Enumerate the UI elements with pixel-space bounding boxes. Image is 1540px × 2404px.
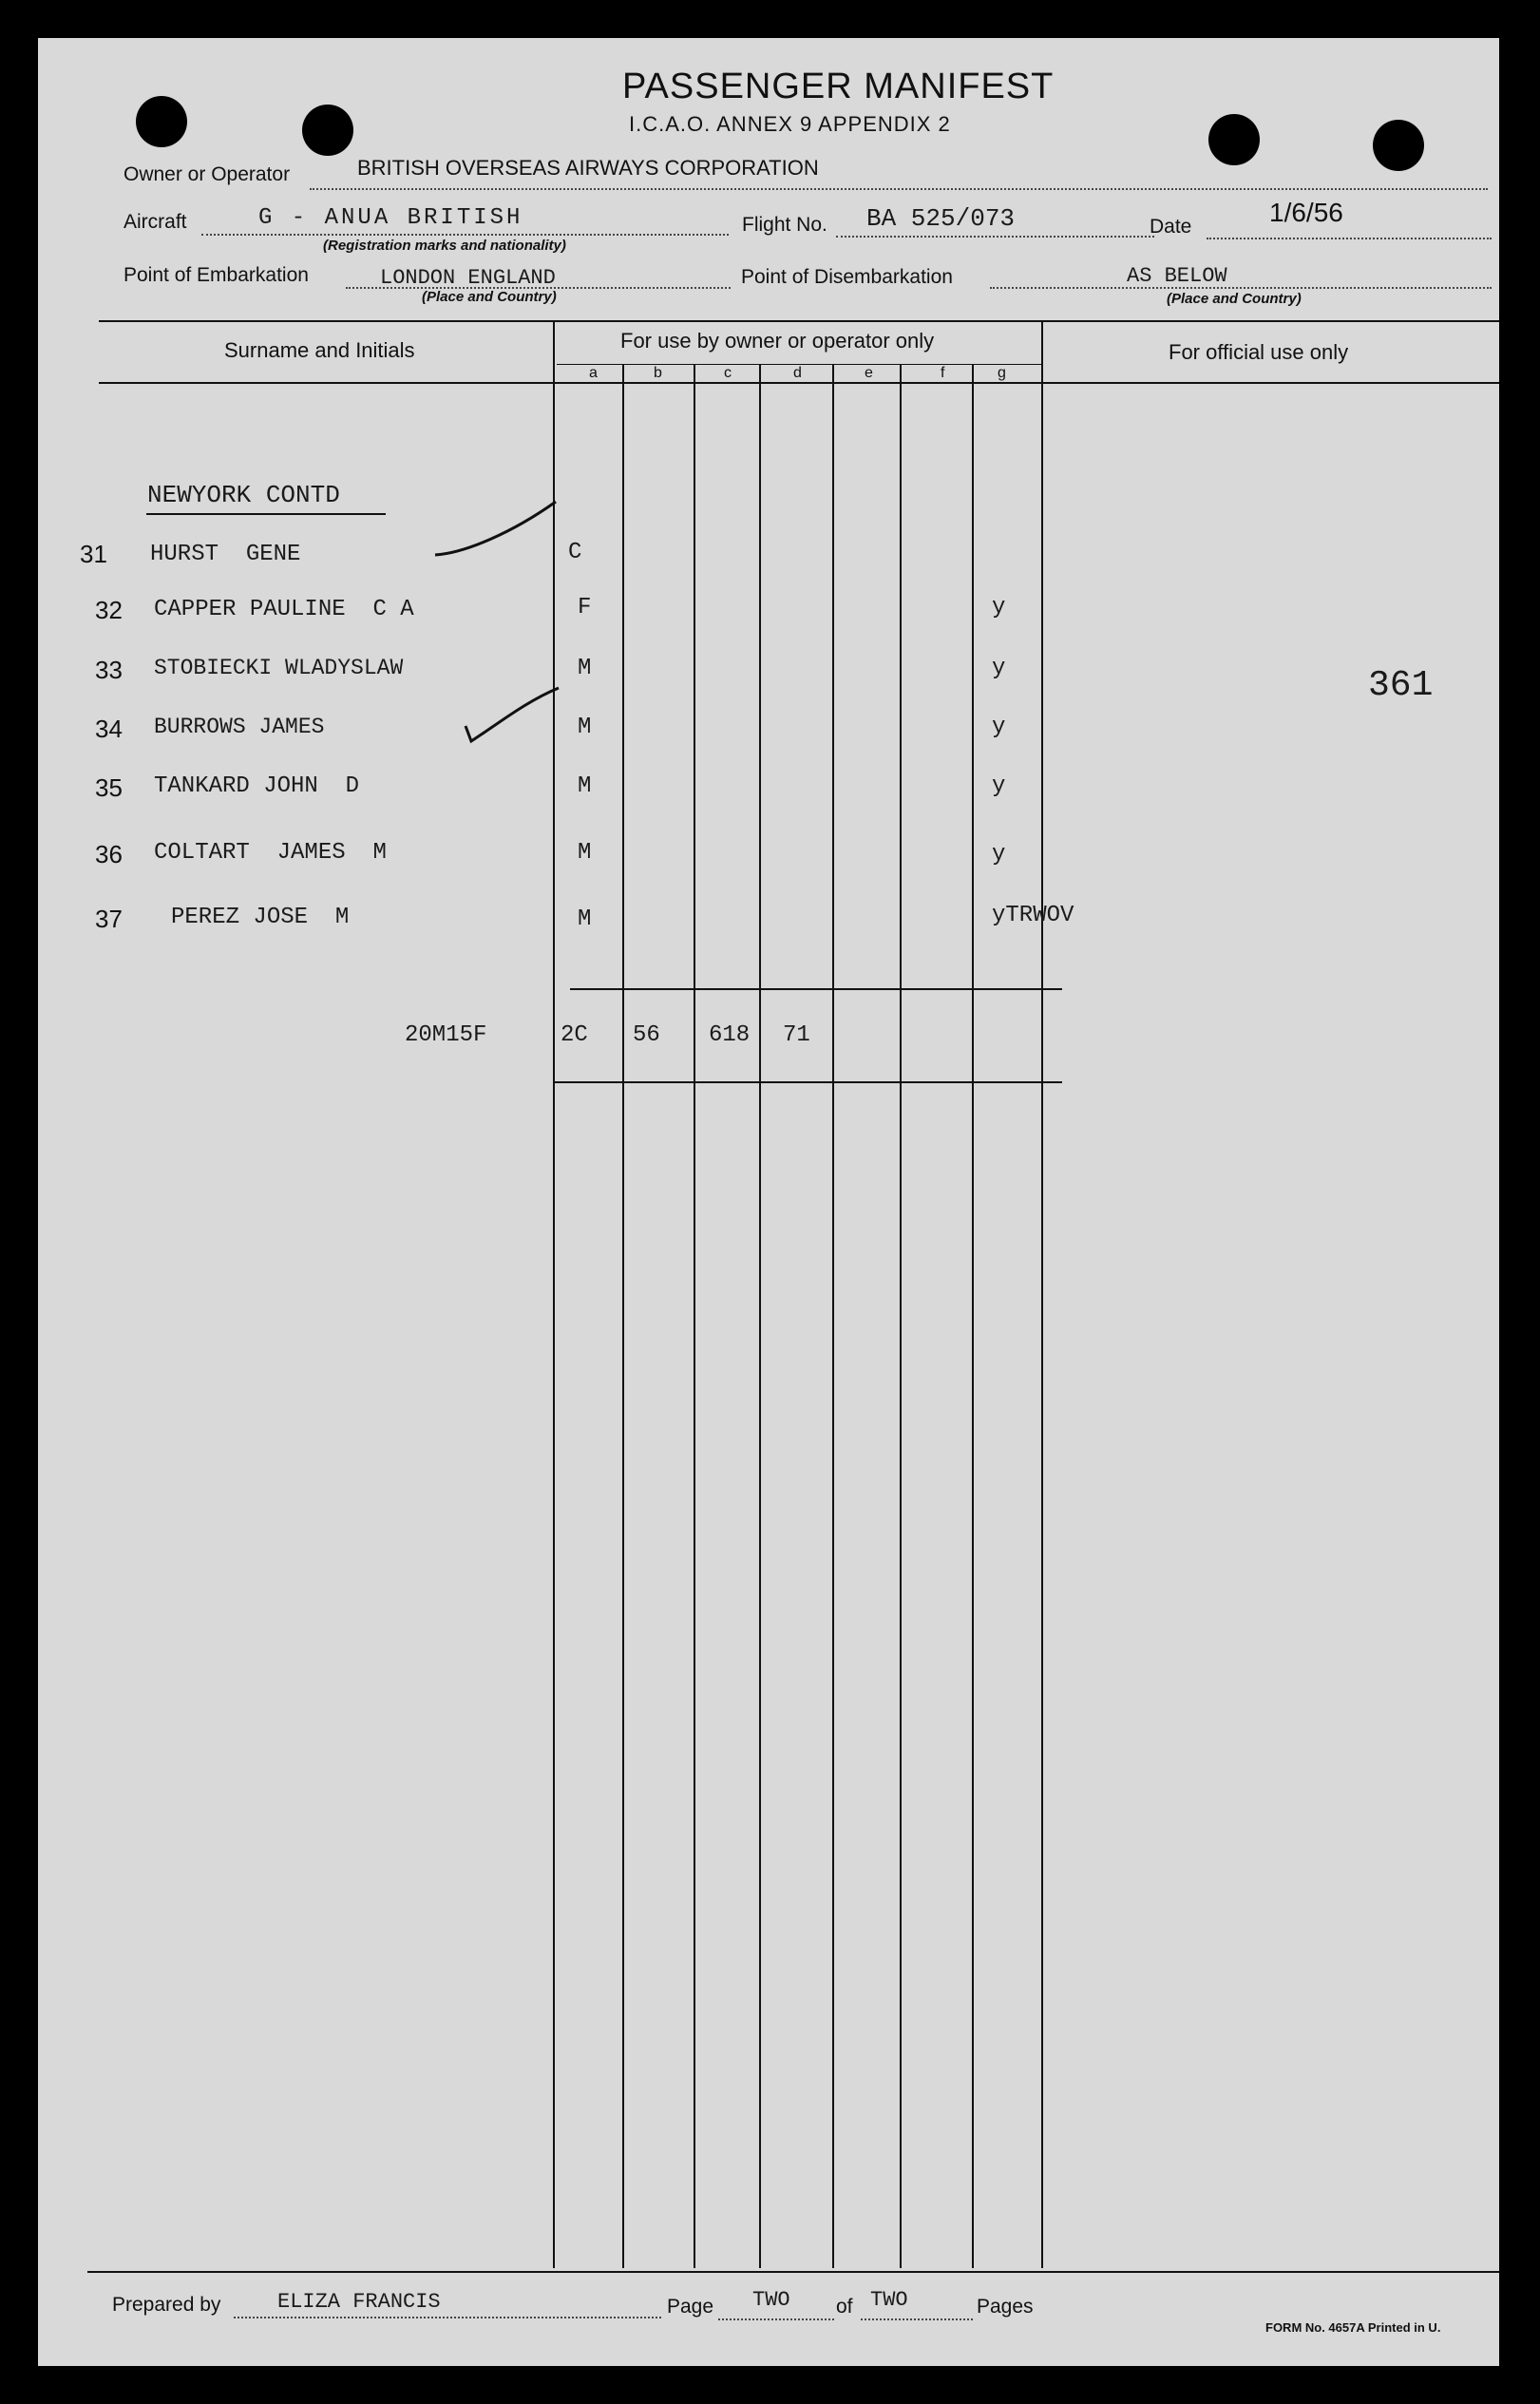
row-number: 32 xyxy=(95,596,123,624)
disembarkation-label: Point of Disembarkation xyxy=(741,266,953,288)
punch-hole xyxy=(136,96,187,147)
totals-top-rule xyxy=(570,988,1062,990)
passenger-code-a: M xyxy=(578,840,592,866)
column-header-surname: Surname and Initials xyxy=(224,338,415,362)
page-dotted-line xyxy=(718,2318,834,2320)
punch-hole xyxy=(1373,120,1424,171)
column-divider xyxy=(694,364,695,2268)
totals-bottom-rule xyxy=(553,1081,1062,1083)
table-top-rule xyxy=(99,320,1499,322)
row-number: 36 xyxy=(95,840,123,868)
column-divider xyxy=(1041,320,1043,2268)
row-number: 37 xyxy=(95,905,123,933)
passenger-name: CAPPER PAULINE C A xyxy=(154,597,414,622)
aircraft-note: (Registration marks and nationality) xyxy=(323,238,566,254)
owner-value: BRITISH OVERSEAS AIRWAYS CORPORATION xyxy=(357,156,819,180)
row-number: 31 xyxy=(80,540,107,568)
column-divider xyxy=(972,364,974,2268)
column-divider xyxy=(759,364,761,2268)
flight-label: Flight No. xyxy=(742,214,827,236)
passenger-code-a: M xyxy=(578,656,592,681)
punch-hole xyxy=(1208,114,1260,165)
aircraft-label: Aircraft xyxy=(124,211,187,233)
flight-value: BA 525/073 xyxy=(866,204,1016,233)
date-value: 1/6/56 xyxy=(1269,198,1343,227)
passenger-name: STOBIECKI WLADYSLAW xyxy=(154,656,404,680)
official-number: 361 xyxy=(1368,665,1434,706)
column-divider xyxy=(553,320,555,2268)
disembarkation-value: AS BELOW xyxy=(1127,264,1227,288)
subcolumn-b: b xyxy=(654,365,662,381)
passenger-name: COLTART JAMES M xyxy=(154,840,387,866)
aircraft-dotted-line xyxy=(201,234,729,236)
page-label: Page xyxy=(667,2296,714,2318)
check-mark-icon xyxy=(460,680,564,756)
owner-label: Owner or Operator xyxy=(124,163,291,185)
subcolumn-a: a xyxy=(589,365,598,381)
row-number: 34 xyxy=(95,715,123,743)
passenger-code-a: M xyxy=(578,715,592,740)
prepared-by-label: Prepared by xyxy=(112,2294,221,2316)
passenger-name: HURST GENE xyxy=(150,542,301,567)
disembarkation-note: (Place and Country) xyxy=(1167,291,1302,307)
passenger-code-g: y xyxy=(992,656,1006,681)
row-number: 35 xyxy=(95,773,123,802)
of-dotted-line xyxy=(861,2318,973,2320)
table-header-rule xyxy=(99,382,1499,384)
subcolumn-c: c xyxy=(724,365,732,381)
section-heading: NEWYORK CONTD xyxy=(147,481,340,509)
passenger-code-a: C xyxy=(568,540,582,565)
pages-label: Pages xyxy=(977,2296,1034,2318)
passenger-code-a: M xyxy=(578,773,592,799)
form-subtitle: I.C.A.O. ANNEX 9 APPENDIX 2 xyxy=(629,112,951,136)
embarkation-label: Point of Embarkation xyxy=(124,264,309,286)
owner-dotted-line xyxy=(310,188,1488,190)
passenger-code-g: y xyxy=(992,715,1006,740)
column-divider xyxy=(622,364,624,2268)
aircraft-value: G - ANUA BRITISH xyxy=(258,205,523,231)
subcolumn-f: f xyxy=(941,365,945,381)
prepared-by-dotted-line xyxy=(234,2317,661,2318)
totals-a: 2C xyxy=(561,1022,588,1048)
disembarkation-dotted-line xyxy=(990,287,1492,289)
flight-dotted-line xyxy=(836,236,1154,238)
column-divider xyxy=(900,364,902,2268)
form-number: FORM No. 4657A Printed in U. xyxy=(1265,2320,1441,2335)
page-value: TWO xyxy=(752,2288,790,2312)
of-label: of xyxy=(836,2296,853,2318)
embarkation-note: (Place and Country) xyxy=(422,289,557,305)
totals-label: 20M15F xyxy=(405,1022,487,1048)
of-value: TWO xyxy=(870,2288,908,2312)
passenger-code-a: F xyxy=(578,595,592,620)
column-header-official: For official use only xyxy=(1169,340,1349,364)
passenger-name: PEREZ JOSE M xyxy=(171,905,350,930)
column-divider xyxy=(832,364,834,2268)
date-label: Date xyxy=(1150,216,1192,238)
manifest-page xyxy=(38,38,1499,2366)
prepared-by-value: ELIZA FRANCIS xyxy=(277,2290,441,2314)
form-title: PASSENGER MANIFEST xyxy=(622,67,1055,106)
date-dotted-line xyxy=(1207,238,1492,239)
subcolumn-e: e xyxy=(865,365,873,381)
row-number: 33 xyxy=(95,656,123,684)
totals-d: 71 xyxy=(783,1022,810,1048)
passenger-code-g: y xyxy=(992,595,1006,620)
passenger-code-a: M xyxy=(578,906,592,932)
passenger-name: BURROWS JAMES xyxy=(154,715,325,739)
embarkation-value: LONDON ENGLAND xyxy=(380,266,556,290)
passenger-code-g: y xyxy=(992,842,1006,868)
passenger-code-g: y xyxy=(992,773,1006,799)
subcolumn-g: g xyxy=(998,365,1006,381)
passenger-name: TANKARD JOHN D xyxy=(154,773,360,799)
subcolumn-d: d xyxy=(793,365,802,381)
footer-rule xyxy=(87,2271,1499,2273)
totals-b: 56 xyxy=(633,1022,660,1048)
totals-c: 618 xyxy=(709,1022,751,1048)
check-mark-icon xyxy=(428,494,561,561)
section-underline xyxy=(146,513,386,515)
punch-hole xyxy=(302,105,353,156)
passenger-code-g: yTRWOV xyxy=(992,903,1074,928)
column-header-operator: For use by owner or operator only xyxy=(620,329,935,353)
